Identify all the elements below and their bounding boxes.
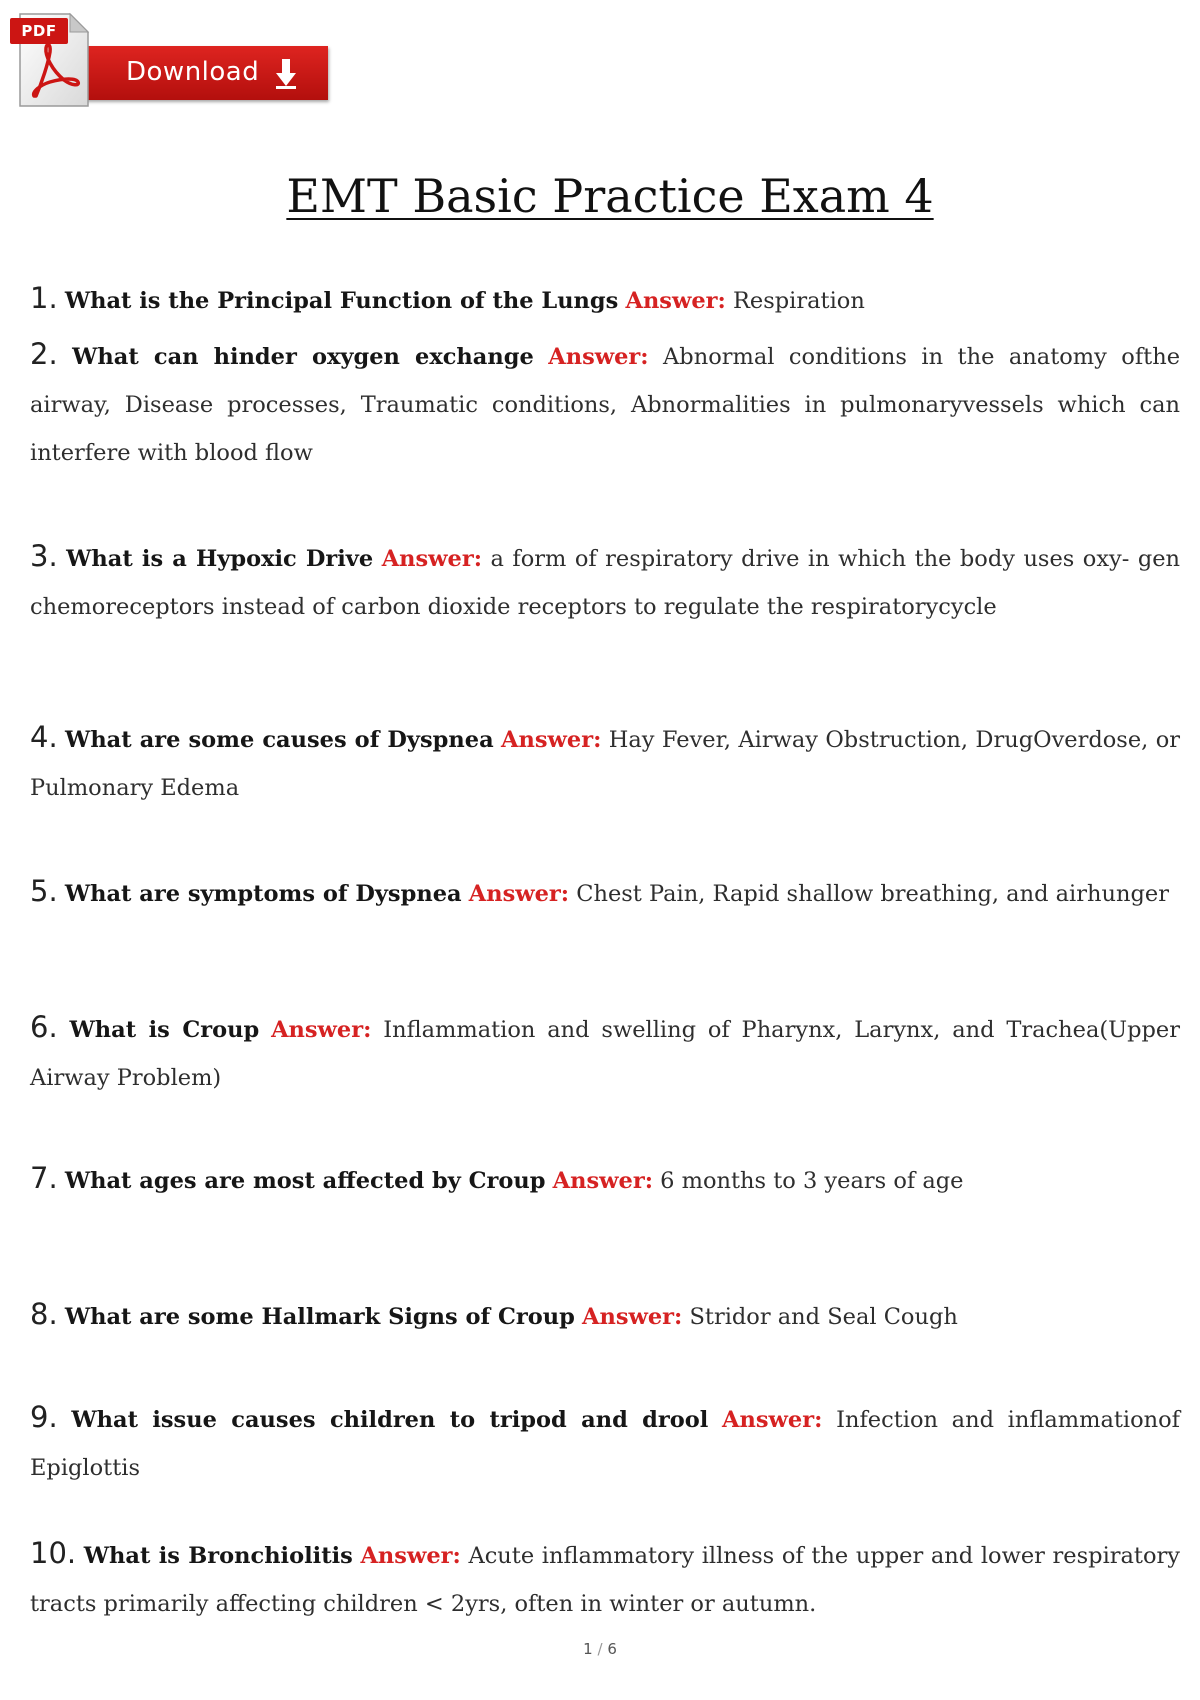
page-total: 6: [607, 1640, 617, 1658]
answer-text: Acute inflammatory illness of the upper and lower respiratory tracts primarily affecting children < 2yrs, often in winter or autumn.: [30, 1543, 1180, 1617]
question-item: [30, 1529, 1180, 1628]
answer-text: Respiration: [732, 288, 865, 314]
answer-text: Stridor and Seal Cough: [689, 1304, 958, 1330]
question-item: [30, 867, 1180, 918]
question-number: 2.: [30, 337, 58, 371]
question-item: [30, 1154, 1180, 1205]
answer-label: Answer:: [548, 344, 649, 370]
question-number: 6.: [30, 1010, 58, 1044]
question-item: [30, 274, 1180, 325]
question-text: What is Bronchiolitis: [83, 1543, 353, 1569]
question-number: 1.: [30, 281, 58, 315]
question-text: What is Croup: [69, 1017, 260, 1043]
answer-text: a form of respiratory drive in which the body uses oxy- gen chemoreceptors instead of carbon dioxide receptors to regulate the respiratorycycle: [30, 546, 1181, 620]
answer-text: Infection and inflammationof Epiglottis: [30, 1407, 1181, 1481]
page-current: 1: [583, 1640, 593, 1658]
question-number: 9.: [30, 1400, 58, 1434]
answer-label: Answer:: [381, 546, 483, 572]
answer-label: Answer:: [625, 288, 726, 314]
question-text: What are symptoms of Dyspnea: [64, 881, 462, 907]
answer-text: Inflammation and swelling of Pharynx, Larynx, and Trachea(Upper Airway Problem): [30, 1017, 1180, 1091]
answer-label: Answer:: [271, 1017, 372, 1043]
question-item: [30, 1003, 1180, 1102]
answer-label: Answer:: [468, 881, 570, 907]
question-text: What ages are most affected by Croup: [64, 1168, 546, 1194]
question-number: 10.: [30, 1536, 77, 1570]
page-separator: /: [597, 1640, 603, 1658]
download-label: Download: [126, 57, 260, 87]
question-text: What is a Hypoxic Drive: [66, 546, 374, 572]
pdf-file-icon: [6, 12, 92, 108]
question-number: 5.: [30, 874, 58, 908]
question-item: [30, 330, 1180, 477]
question-text: What are some Hallmark Signs of Croup: [64, 1304, 575, 1330]
pdf-tag: PDF: [10, 18, 68, 44]
answer-label: Answer:: [552, 1168, 653, 1194]
answer-label: Answer:: [722, 1407, 823, 1433]
question-item: [30, 532, 1180, 631]
question-text: What are some causes of Dyspnea: [65, 727, 494, 753]
page-title: [0, 168, 1200, 224]
answer-label: Answer:: [582, 1304, 683, 1330]
question-item: [30, 1290, 1180, 1341]
question-item: [30, 713, 1180, 812]
question-text: What issue causes children to tripod and drool: [71, 1407, 709, 1433]
answer-text: 6 months to 3 years of age: [660, 1168, 964, 1194]
download-bar[interactable]: [70, 46, 328, 100]
question-item: [30, 1393, 1180, 1492]
question-number: 7.: [30, 1161, 58, 1195]
page-title-text: EMT Basic Practice Exam 4: [286, 169, 934, 223]
answer-text: Hay Fever, Airway Obstruction, DrugOverdose, or Pulmonary Edema: [30, 727, 1180, 801]
question-number: 3.: [30, 539, 58, 573]
question-text: What can hinder oxygen exchange: [72, 344, 534, 370]
answer-text: Chest Pain, Rapid shallow breathing, and airhunger: [576, 881, 1169, 907]
pdf-download-button[interactable]: [0, 8, 340, 112]
question-number: 8.: [30, 1297, 58, 1331]
page-indicator: [0, 1640, 1200, 1658]
answer-label: Answer:: [501, 727, 602, 753]
answer-label: Answer:: [360, 1543, 461, 1569]
download-arrow-icon: [276, 59, 296, 89]
question-number: 4.: [30, 720, 58, 754]
question-text: What is the Principal Function of the Lungs: [64, 288, 619, 314]
answer-text: Abnormal conditions in the anatomy ofthe airway, Disease processes, Traumatic conditions, Abnormalities in pulmonaryvessels which can interfere with blood flow: [30, 344, 1181, 466]
